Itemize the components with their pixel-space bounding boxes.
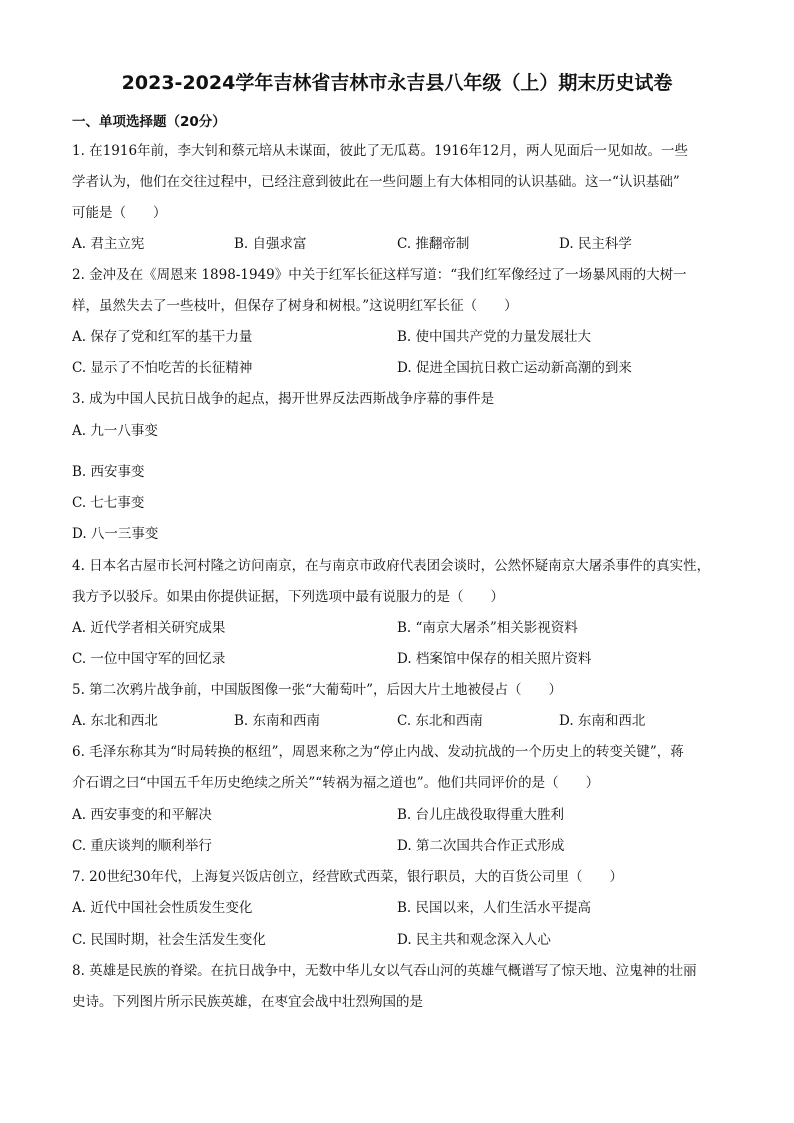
q7-option-b[interactable]: B. 民国以来，人们生活水平提高 [397, 900, 592, 916]
q7-line-1: 7. 20世纪30年代，上海复兴饭店创立，经营欧式西菜，银行职员，大的百货公司里（ ） [72, 869, 624, 885]
q3-option-a[interactable]: A. 九一八事变 [72, 423, 158, 439]
q2-option-d[interactable]: D. 促进全国抗日救亡运动新高潮的到来 [397, 360, 632, 376]
q6-line-1: 6. 毛泽东称其为“时局转换的枢纽”，周恩来称之为“停止内战、发动抗战的一个历史上的转变关键”，蒋 [72, 744, 684, 760]
q1-option-a[interactable]: A. 君主立宪 [72, 236, 145, 252]
q6-option-b[interactable]: B. 台儿庄战役取得重大胜利 [397, 807, 565, 823]
q4-line-2: 我方予以驳斥。如果由你提供证据，下列选项中最有说服力的是（ ） [72, 589, 504, 605]
q3-option-c[interactable]: C. 七七事变 [72, 495, 145, 511]
q8-line-1: 8. 英雄是民族的脊梁。在抗日战争中，无数中华儿女以气吞山河的英雄气概谱写了惊天地、泣鬼神的壮丽 [72, 963, 697, 979]
q6-line-2: 介石谓之曰“中国五千年历史绝续之所关”“转祸为福之道也”。他们共同评价的是（ ） [72, 775, 600, 791]
q4-option-a[interactable]: A. 近代学者相关研究成果 [72, 620, 226, 636]
section-heading: 一、单项选择题（20分） [72, 114, 226, 130]
q5-line-1: 5. 第二次鸦片战争前，中国版图像一张“大葡萄叶”，后因大片土地被侵占（ ） [72, 682, 562, 698]
exam-title: 2023-2024学年吉林省吉林市永吉县八年级（上）期末历史试卷 [121, 72, 673, 94]
q1-option-d[interactable]: D. 民主科学 [559, 236, 632, 252]
q6-option-d[interactable]: D. 第二次国共合作正式形成 [397, 838, 565, 854]
q7-option-a[interactable]: A. 近代中国社会性质发生变化 [72, 900, 253, 916]
q5-option-d[interactable]: D. 东南和西北 [559, 713, 646, 729]
q1-option-c[interactable]: C. 推翻帝制 [397, 236, 470, 252]
q5-option-c[interactable]: C. 东北和西南 [397, 713, 483, 729]
q8-line-2: 史诗。下列图片所示民族英雄，在枣宜会战中壮烈殉国的是 [72, 994, 423, 1010]
q1-line-1: 1. 在1916年前，李大钊和蔡元培从未谋面，彼此了无瓜葛。1916年12月，两人见面后一见如故。一些 [72, 143, 689, 159]
q1-option-b[interactable]: B. 自强求富 [234, 236, 307, 252]
q4-line-1: 4. 日本名古屋市长河村隆之访问南京，在与南京市政府代表团会谈时，公然怀疑南京大屠杀事件的真实性， [72, 558, 711, 574]
q3-option-d[interactable]: D. 八一三事变 [72, 526, 159, 542]
q6-option-c[interactable]: C. 重庆谈判的顺利举行 [72, 838, 212, 854]
q2-option-a[interactable]: A. 保存了党和红军的基干力量 [72, 329, 253, 345]
q6-option-a[interactable]: A. 西安事变的和平解决 [72, 807, 212, 823]
q2-line-2: 样，虽然失去了一些枝叶，但保存了树身和树根。”这说明红军长征（ ） [72, 298, 518, 314]
q1-line-3: 可能是（ ） [72, 205, 167, 221]
q4-option-c[interactable]: C. 一位中国守军的回忆录 [72, 651, 226, 667]
q5-option-a[interactable]: A. 东北和西北 [72, 713, 158, 729]
q3-option-b[interactable]: B. 西安事变 [72, 464, 145, 480]
q2-option-b[interactable]: B. 使中国共产党的力量发展壮大 [397, 329, 592, 345]
q5-option-b[interactable]: B. 东南和西南 [234, 713, 321, 729]
q4-option-b[interactable]: B. “南京大屠杀”相关影视资料 [397, 620, 578, 636]
q7-option-c[interactable]: C. 民国时期，社会生活发生变化 [72, 932, 266, 948]
q1-line-2: 学者认为，他们在交往过程中，已经注意到彼此在一些问题上有大体相同的认识基础。这一“认识基础” [72, 174, 680, 190]
q2-line-1: 2. 金冲及在《周恩来 1898-1949》中关于红军长征这样写道：“我们红军像经过了一场暴风雨的大树一 [72, 267, 687, 283]
q3-line-1: 3. 成为中国人民抗日战争的起点，揭开世界反法西斯战争序幕的事件是 [72, 391, 495, 407]
q4-option-d[interactable]: D. 档案馆中保存的相关照片资料 [397, 651, 592, 667]
q2-option-c[interactable]: C. 显示了不怕吃苦的长征精神 [72, 360, 253, 376]
q7-option-d[interactable]: D. 民主共和观念深入人心 [397, 932, 551, 948]
